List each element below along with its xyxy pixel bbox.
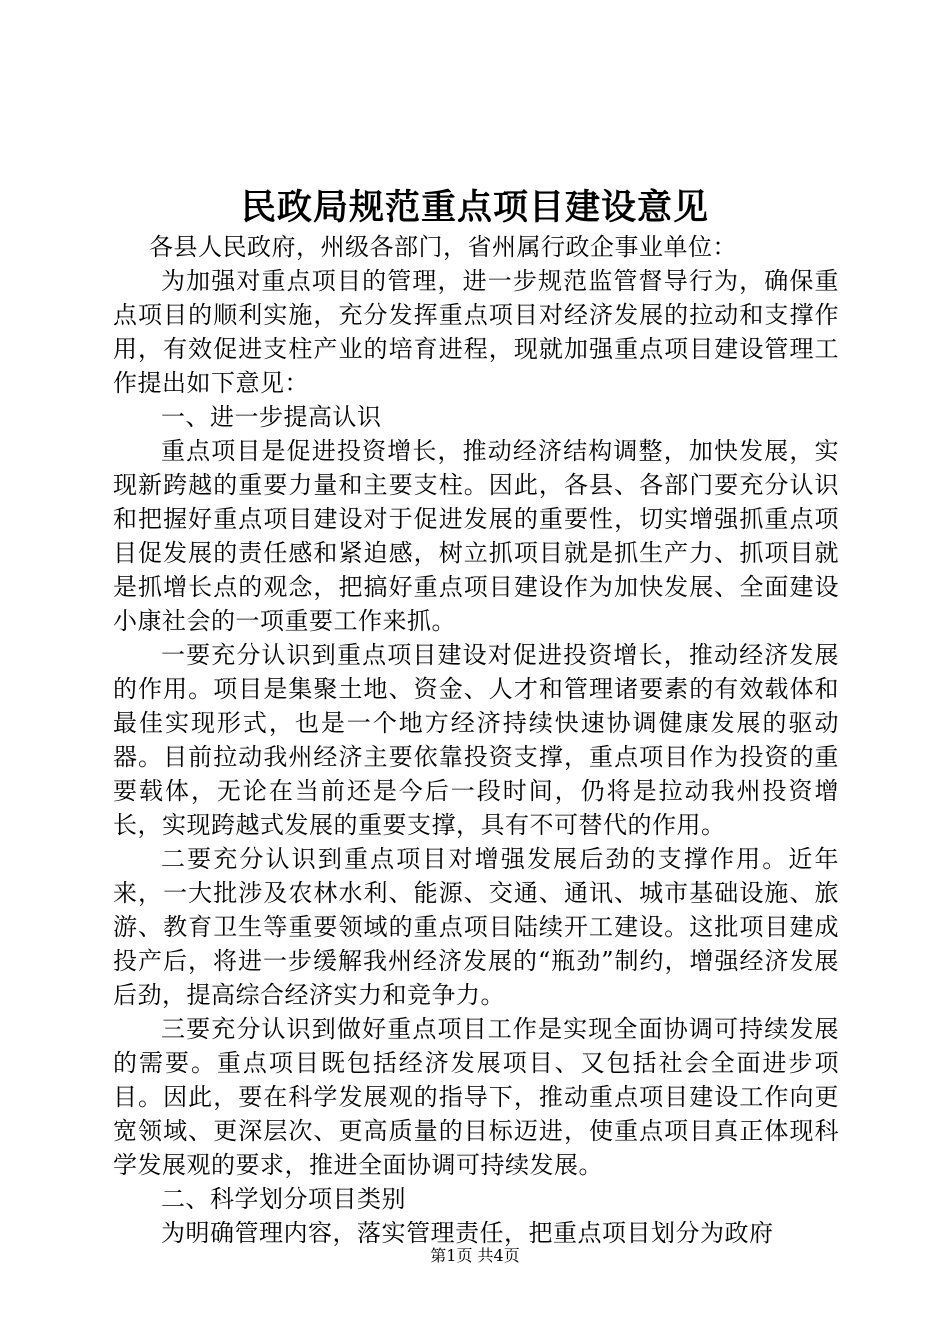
document-body: [113, 230, 839, 1250]
salutation-paragraph: 各县人民政府，州级各部门，省州属行政企事业单位：: [149, 233, 737, 261]
body-paragraph: 重点项目是促进投资增长，推动经济结构调整，加快发展，实现新跨越的重要力量和主要支柱。因此，各县、各部门要充分认识和把握好重点项目建设对于促进发展的重要性，切实增强抓重点项目促发展的责任感和紧迫感，树立抓项目就是抓生产力、抓项目就是抓增长点的观念，把搞好重点项目建设作为加快发展、全面建设小康社会的一项重要工作来抓。: [113, 437, 839, 635]
intro-paragraph: 为加强对重点项目的管理，进一步规范监管督导行为，确保重点项目的顺利实施，充分发挥重点项目对经济发展的拉动和支撑作用，有效促进支柱产业的培育进程，现就加强重点项目建设管理工作提出如下意见：: [113, 267, 839, 397]
body-paragraph: 二要充分认识到重点项目对增强发展后劲的支撑作用。近年来，一大批涉及农林水利、能源、交通、通讯、城市基础设施、旅游、教育卫生等重要领域的重点项目陆续开工建设。这批项目建成投产后，将进一步缓解我州经济发展的“瓶劲”制约，增强经济发展后劲，提高综合经济实力和竞争力。: [113, 845, 839, 1009]
body-paragraph: 一要充分认识到重点项目建设对促进投资增长，推动经济发展的作用。项目是集聚土地、资金、人才和管理诸要素的有效载体和最佳实现形式，也是一个地方经济持续快速协调健康发展的驱动器。目前拉动我州经济主要依靠投资支撑，重点项目作为投资的重要载体，无论在当前还是今后一段时间，仍将是拉动我州投资增长，实现跨越式发展的重要支撑，具有不可替代的作用。: [113, 641, 839, 839]
body-paragraph: 三要充分认识到做好重点项目工作是实现全面协调可持续发展的需要。重点项目既包括经济发展项目、又包括社会全面进步项目。因此，要在科学发展观的指导下，推动重点项目建设工作向更宽领域、更深层次、更高质量的目标迈进，使重点项目真正体现科学发展观的要求，推进全面协调可持续发展。: [113, 1015, 839, 1179]
section-heading-2: 二、科学划分项目类别: [161, 1185, 406, 1213]
document-title: 民政局规范重点项目建设意见: [240, 187, 709, 228]
section-heading-1: 一、进一步提高认识: [161, 403, 382, 431]
body-paragraph: 为明确管理内容，落实管理责任，把重点项目划分为政府: [161, 1219, 774, 1247]
page-footer: 第1页 共4页: [430, 1246, 520, 1265]
